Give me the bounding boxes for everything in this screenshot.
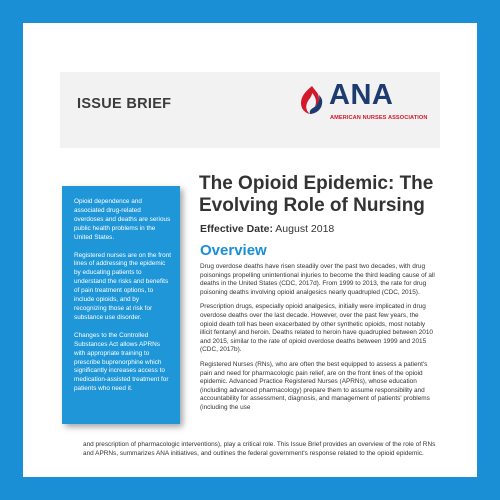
body-paragraph: Drug overdose deaths have risen steadily over the past two decades, with drug poisonings propelling unintentional injuries to become the third leading cause of all deaths in the United States (CDC, 2017d). From 1999 to 2013, the rate for drug poisoning deaths involving opioid analgesics nearly quadrupled (CDC, 2015).	[200, 263, 435, 296]
logo-subtitle: AMERICAN NURSES ASSOCIATION	[330, 115, 428, 121]
body-paragraph-continuation: and prescription of pharmacologic interventions), play a critical role. This Issue Brief provides an overview of the role of RNs and APRNs, summarizes ANA initiatives, and outlines the federal government's response related to the opioid epidemic.	[83, 441, 436, 457]
flame-icon	[298, 85, 326, 115]
body-column	[200, 263, 436, 419]
effective-date	[200, 223, 334, 235]
logo-wordmark: ANA	[329, 79, 394, 111]
sidebar-paragraph: Registered nurses are on the front lines of addressing the epidemic by educating patients to understand the risks and benefits of pain treatment options, to include opioids, and by recognizing those at risk for substance use disorder.	[74, 251, 171, 321]
sidebar-paragraph: Changes to the Controlled Substances Act allows APRNs with appropriate training to prescribe buprenorphine which significantly increases access to medication-assisted treatment for patients who need it.	[74, 331, 169, 393]
overview-heading: Overview	[200, 242, 267, 259]
sidebar-paragraph: Opioid dependence and associated drug-related overdoses and deaths are serious public health problems in the United States.	[74, 198, 171, 241]
body-paragraph: Registered Nurses (RNs), who are often the best equipped to assess a patient's pain and need for pharmacologic pain relief, are on the front lines of the opioid epidemic. Advanced Practice Registered Nurses (APRNs), whose education (including advanced pharmacology) prepare them to assume responsibility and accountability for assessment, diagnosis, and management of patients' problems (including the use	[200, 360, 430, 411]
effective-date-value: August 2018	[275, 223, 335, 235]
key-points-sidebar	[62, 186, 180, 424]
document-page	[23, 23, 477, 477]
effective-date-label: Effective Date:	[200, 223, 273, 235]
issue-brief-label: ISSUE BRIEF	[77, 96, 172, 112]
body-paragraph: Prescription drugs, especially opioid analgesics, initially were implicated in drug overdose deaths over the last decade. However, over the past few years, the opioid death toll has been exacerbated by other synthetic opioids, most notably illicit fentanyl and heroin. Deaths related to heroin have quadrupled between 2010 and 2015, similar to the rate of opioid overdose deaths between 1999 and 2015 (CDC, 2017b).	[200, 303, 433, 354]
ana-logo	[298, 79, 438, 139]
document-title: The Opioid Epidemic: The Evolving Role of Nursing	[199, 173, 434, 216]
